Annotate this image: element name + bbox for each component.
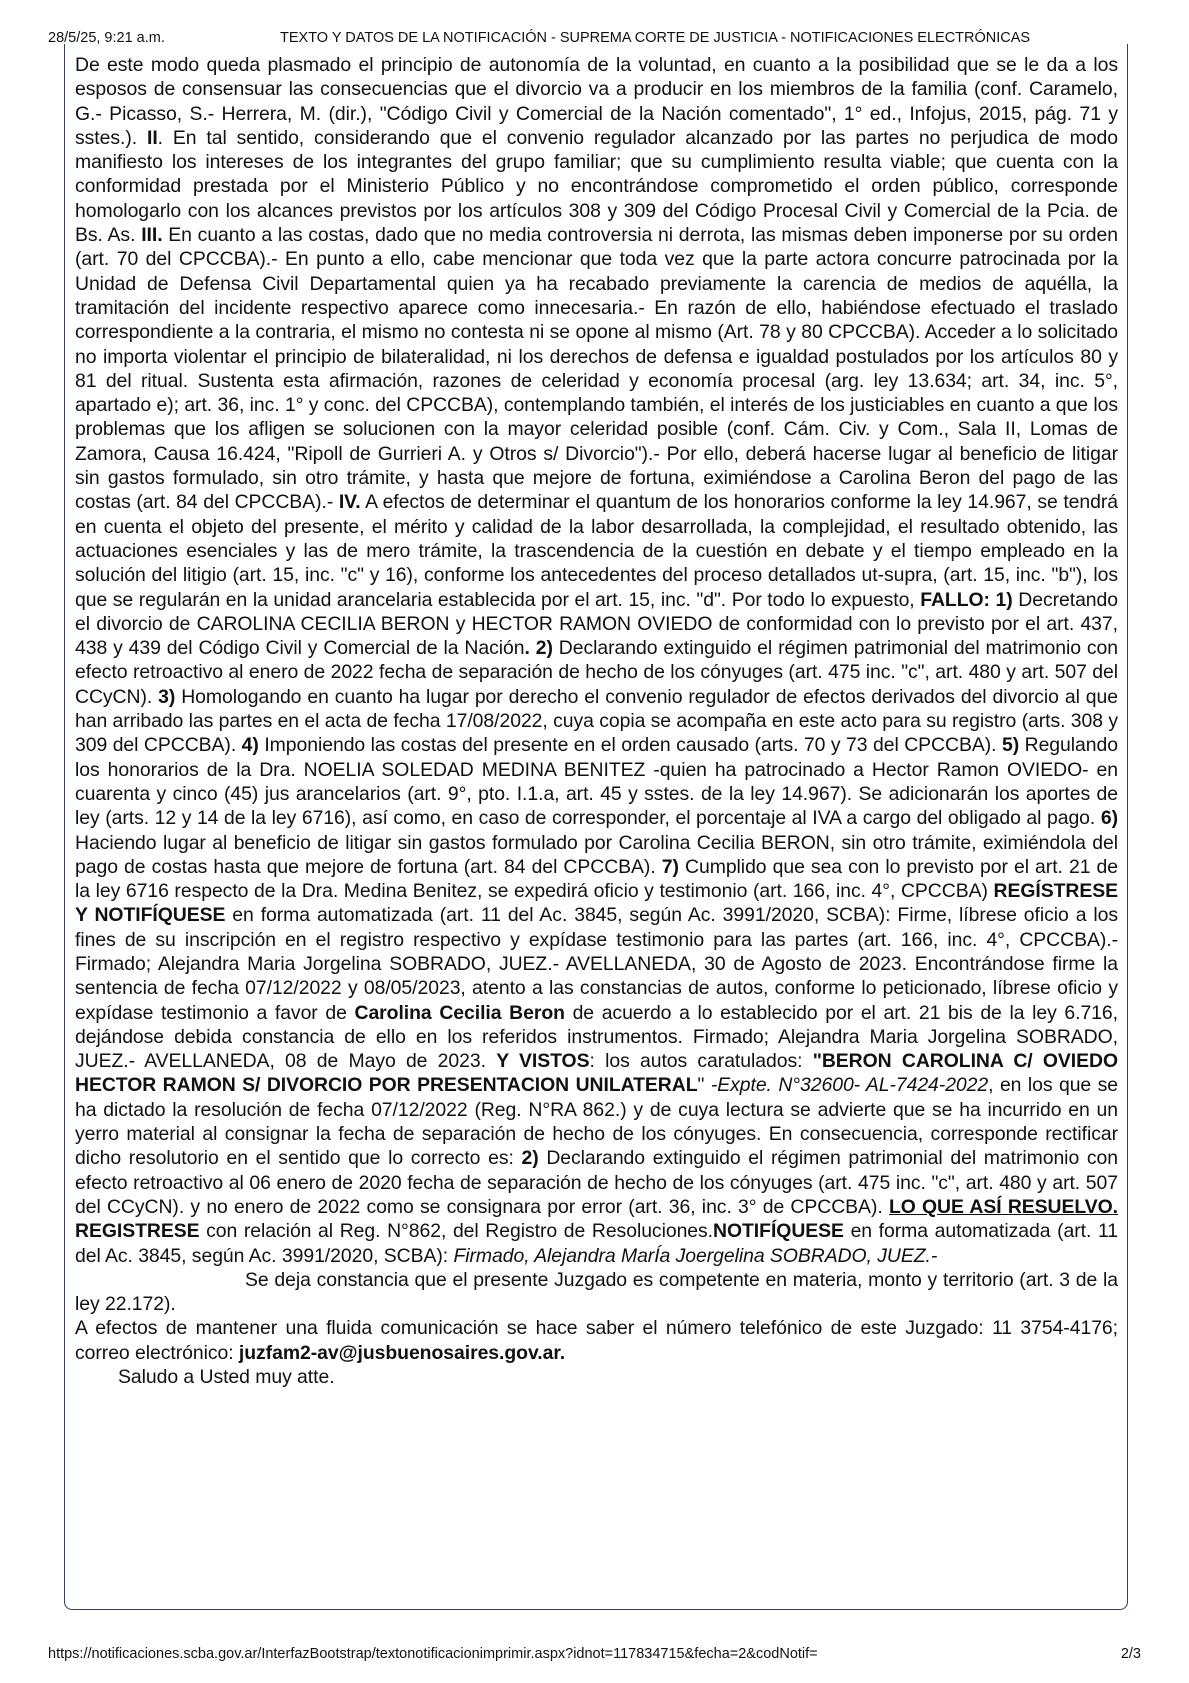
print-datetime: 28/5/25, 9:21 a.m. bbox=[48, 30, 165, 46]
page-url: https://notificaciones.scba.gov.ar/InterfazBootstrap/textonotificacionimprimir.aspx?idnot=117834715&fecha=2&codNotif= bbox=[48, 1646, 818, 1662]
print-title: TEXTO Y DATOS DE LA NOTIFICACIÓN - SUPREMA CORTE DE JUSTICIA - NOTIFICACIONES ELECTRÓNICAS bbox=[280, 30, 1031, 46]
contact-paragraph: A efectos de mantener una fluida comunicación se hace saber el número telefónico de este Juzgado: 11 3754-4176; correo electrónico: juzfam2-av@jusbuenosaires.gov.ar. bbox=[75, 1317, 1118, 1364]
competence-paragraph: Se deja constancia que el presente Juzgado es competente en materia, monto y territorio (art. 3 de la ley 22.172). bbox=[75, 1268, 1118, 1316]
notification-text bbox=[75, 53, 1118, 1389]
print-footer bbox=[48, 1646, 1141, 1666]
closing-greeting: Saludo a Usted muy atte. bbox=[118, 1366, 335, 1389]
court-email: juzfam2-av@jusbuenosaires.gov.ar. bbox=[238, 1341, 566, 1364]
resolution-paragraph: De este modo queda plasmado el principio de autonomía de la voluntad, en cuanto a la posibilidad que se le da a los esposos de consensuar las consecuencias que el divorcio va a producir en los miembros de la familia (conf. Caramelo, G.- Picasso, S.- Herrera, M. (dir.), "Código Civil y Comercial de la Nación comentado", 1° ed., Infojus, 2015, pág. 71 y sstes.). II. En tal sentido, considerando que el convenio regulador alcanzado por las partes no perjudica de modo manifiesto los intereses de los integrantes del grupo familiar; que su cumplimiento resulta viable; que cuenta con la conformidad prestada por el Ministerio Público y no encontrándose comprometido el orden público, corresponde homologarlo con los alcances previstos por los artículos 308 y 309 del Código Procesal Civil y Comercial de la Pcia. de Bs. As. III. En cuanto a las costas, dado que no media controversia ni derrota, las mismas deben imponerse por su orden (art. 70 del CPCCBA).- En punto a ello, cabe mencionar que toda vez que la parte actora concurre patrocinada por la Unidad de Defensa Civil Departamental quien ya ha recabado previamente la carencia de medios de aquélla, la tramitación del incidente respectivo aparece como innecesaria.- En razón de ello, habiéndose efectuado el traslado correspondiente a la contraria, el mismo no contesta ni se opone al mismo (Art. 78 y 80 CPCCBA). Acceder a lo solicitado no importa violentar el principio de bilateralidad, ni los derechos de defensa e igualdad postulados por los artículos 80 y 81 del ritual. Sustenta esta afirmación, razones de celeridad y economía procesal (arg. ley 13.634; art. 34, inc. 5°, apartado e); art. 36, inc. 1° y conc. del CPCCBA), contemplando también, el interés de los justiciables en cuanto a que los problemas que los afligen se solucionen con la mayor celeridad posible (conf. Cám. Civ. y Com., Sala II, Lomas de Zamora, Causa 16.424, "Ripoll de Gurrieri A. y Otros s/ Divorcio").- Por ello, deberá hacerse lugar al beneficio de litigar sin gastos formulado, sin otro trámite, y hasta que mejore de fortuna, eximiéndose a Carolina Beron del pago de las costas (art. 84 del CPCCBA).- IV. A efectos de determinar el quantum de los honorarios conforme la ley 14.967, se tendrá en cuenta el objeto del presente, el mérito y calidad de la labor desarrollada, la complejidad, el resultado obtenido, las actuaciones esenciales y las de mero trámite, la trascendencia de la cuestión en debate y el tiempo empleado en la solución del litigio (art. 15, inc. "c" y 16), conforme los antecedentes del proceso detallados ut-supra, (art. 15, inc. "b"), los que se regularán en la unidad arancelaria establecida por el art. 15, inc. "d". Por todo lo expuesto, FALLO: 1) Decretando el divorcio de CAROLINA CECILIA BERON y HECTOR RAMON OVIEDO de conformidad con lo previsto por el art. 437, 438 y 439 del Código Civil y Comercial de la Nación. 2) Declarando extinguido el régimen patrimonial del matrimonio con efecto retroactivo al enero de 2022 fecha de separación de hecho de los cónyuges (art. 475 inc. "c", art. 480 y art. 507 del CCyCN). 3) Homologando en cuanto ha lugar por derecho el convenio regulador de efectos derivados del divorcio al que han arribado las partes en el acta de fecha 17/08/2022, cuya copia se acompaña en este acto para su registro (arts. 308 y 309 del CPCCBA). 4) Imponiendo las costas del presente en el orden causado (arts. 70 y 73 del CPCCBA). 5) Regulando los honorarios de la Dra. NOELIA SOLEDAD MEDINA BENITEZ -quien ha patrocinado a Hector Ramon OVIEDO- en cuarenta y cinco (45) jus arancelarios (art. 9°, pto. I.1.a, art. 45 y sstes. de la ley 14.967). Se adicionarán los aportes de ley (arts. 12 y 14 de la ley 6716), así como, en caso de corresponder, el porcentaje al IVA a cargo del obligado al pago. 6) Haciendo lugar al beneficio de litigar sin gastos formulado por Carolina Cecilia BERON, sin otro trámite, eximiéndola del pago de costas hasta que mejore de fortuna (art. 84 del CPCCBA). 7) Cumplido que sea con lo previsto por el art. 21 de la ley 6716 respecto de la Dra. Medina Benitez, se expedirá oficio y testimonio (art. 166, inc. 4°, CPCCBA) REGÍSTRESE Y NOTIFÍQUESE en forma automatizada (art. 11 del Ac. 3845, según Ac. 3991/2020, SCBA): Firme, líbrese oficio a los fines de su inscripción en el registro respectivo y expídase testimonio para las partes (art. 166, inc. 4°, CPCCBA).- Firmado; Alejandra Maria Jorgelina SOBRADO, JUEZ.- AVELLANEDA, 30 de Agosto de 2023. Encontrándose firme la sentencia de fecha 07/12/2022 y 08/05/2023, atento a las constancias de autos, conforme lo peticionado, líbrese oficio y expídase testimonio a favor de Carolina Cecilia Beron de acuerdo a lo establecido por el art. 21 bis de la ley 6.716, dejándose debida constancia de ello en los referidos instrumentos. Firmado; Alejandra Maria Jorgelina SOBRADO, JUEZ.- AVELLANEDA, 08 de Mayo de 2023. Y VISTOS: los autos caratulados: "BERON CAROLINA C/ OVIEDO HECTOR RAMON S/ DIVORCIO POR PRESENTACION UNILATERAL" -Expte. N°32600- AL-7424-2022, en los que se ha dictado la resolución de fecha 07/12/2022 (Reg. N°RA 862.) y de cuya lectura se advierte que se ha incurrido en un yerro material al consignar la fecha de separación de hecho de los cónyuges. En consecuencia, corresponde rectificar dicho resolutorio en el sentido que lo correcto es: 2) Declarando extinguido el régimen patrimonial del matrimonio con efecto retroactivo al 06 enero de 2020 fecha de separación de hecho de los cónyuges (art. 475 inc. "c", art. 480 y art. 507 del CCyCN). y no enero de 2022 como se consignara por error (art. 36, inc. 3° de CPCCBA). LO QUE ASÍ RESUELVO. REGISTRESE con relación al Reg. N°862, del Registro de Resoluciones.NOTIFÍQUESE en forma automatizada (art. 11 del Ac. 3845, según Ac. 3991/2020, SCBA): Firmado, Alejandra MarÍa Joergelina SOBRADO, JUEZ.- bbox=[75, 54, 1119, 1267]
page-number: 2/3 bbox=[1120, 1646, 1141, 1662]
